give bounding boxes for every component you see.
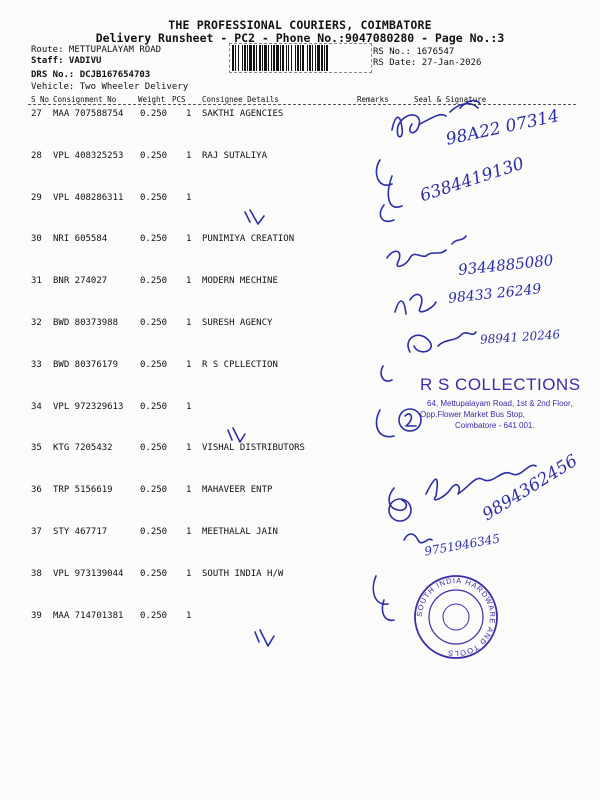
row-consignment: VPL 408286311 <box>53 193 124 203</box>
handwritten-phone-30: 9344885080 <box>457 251 555 279</box>
header-divider <box>28 104 576 105</box>
row-consignment: VPL 972329613 <box>53 402 124 412</box>
table-row <box>0 527 600 541</box>
row-sno: 31 <box>31 276 42 286</box>
rs-date: RS Date: 27-Jan-2026 <box>373 58 482 68</box>
row-weight: 0.250 <box>140 569 168 579</box>
row-consignee: MODERN MECHINE <box>202 276 278 286</box>
rs-collections-stamp-line1: 64, Mettupalayam Road, 1st & 2nd Floor, <box>427 399 573 408</box>
row-consignment: BWD 80376179 <box>53 360 119 370</box>
row-pcs: 1 <box>186 611 192 621</box>
rs-collections-stamp-line2: Opp.Flower Market Bus Stop, <box>420 410 525 419</box>
row-weight: 0.250 <box>140 151 168 161</box>
row-consignment: BNR 274027 <box>53 276 108 286</box>
table-row <box>0 569 600 583</box>
row-weight: 0.250 <box>140 443 168 453</box>
row-consignee: MEETHALAL JAIN <box>202 527 278 537</box>
row-pcs: 1 <box>186 443 192 453</box>
row-pcs: 1 <box>186 151 192 161</box>
row-weight: 0.250 <box>140 318 168 328</box>
row-pcs: 1 <box>186 402 192 412</box>
row-consignee: VISHAL DISTRIBUTORS <box>202 443 305 453</box>
row-weight: 0.250 <box>140 193 168 203</box>
row-weight: 0.250 <box>140 402 168 412</box>
row-sno: 36 <box>31 485 42 495</box>
col-consignment: Consignment No <box>53 95 117 104</box>
drs-number: DRS No.: DCJB167654703 <box>31 70 151 80</box>
row-weight: 0.250 <box>140 234 168 244</box>
row-consignment: NRI 605584 <box>53 234 108 244</box>
row-pcs: 1 <box>186 234 192 244</box>
row-weight: 0.250 <box>140 276 168 286</box>
row-sno: 28 <box>31 151 42 161</box>
handwritten-phone-36: 9894362456 <box>478 450 582 526</box>
row-consignment: BWD 80373988 <box>53 318 119 328</box>
row-weight: 0.250 <box>140 109 168 119</box>
table-row <box>0 402 600 416</box>
row-sno: 37 <box>31 527 42 537</box>
col-consignee: Consignee Details <box>202 95 279 104</box>
row-consignee: PUNIMIYA CREATION <box>202 234 295 244</box>
row-consignment: STY 467717 <box>53 527 108 537</box>
row-consignee: MAHAVEER ENTP <box>202 485 273 495</box>
row-consignment: VPL 408325253 <box>53 151 124 161</box>
col-seal: Seal & Signature <box>414 95 487 104</box>
table-row <box>0 318 600 332</box>
row-sno: 34 <box>31 402 42 412</box>
col-pcs: PCS <box>172 95 186 104</box>
table-row <box>0 109 600 123</box>
row-pcs: 1 <box>186 193 192 203</box>
handwritten-phone-28: 6384419130 <box>417 153 527 207</box>
row-consignment: MAA 707588754 <box>53 109 124 119</box>
row-consignment: KTG 7205432 <box>53 443 113 453</box>
table-row <box>0 360 600 374</box>
table-row <box>0 276 600 290</box>
company-title: THE PROFESSIONAL COURIERS, COIMBATORE <box>168 18 432 32</box>
row-weight: 0.250 <box>140 485 168 495</box>
row-sno: 30 <box>31 234 42 244</box>
col-remarks: Remarks <box>357 95 389 104</box>
table-row <box>0 443 600 457</box>
row-sno: 33 <box>31 360 42 370</box>
row-consignment: VPL 973139044 <box>53 569 124 579</box>
row-pcs: 1 <box>186 569 192 579</box>
south-india-stamp-text: SOUTH INDIA HARDWARE AND TOOLS <box>414 575 498 659</box>
handwritten-phone-27: 98A22 07314 <box>444 106 561 150</box>
rs-number: RS No.: 1676547 <box>373 47 455 57</box>
row-pcs: 1 <box>186 527 192 537</box>
handwritten-phone-32: 98941 20246 <box>479 327 561 347</box>
row-sno: 35 <box>31 443 42 453</box>
col-weight: Weight <box>138 95 166 104</box>
table-row <box>0 234 600 248</box>
table-row <box>0 193 600 207</box>
row-pcs: 1 <box>186 276 192 286</box>
row-weight: 0.250 <box>140 611 168 621</box>
row-sno: 29 <box>31 193 42 203</box>
row-pcs: 1 <box>186 485 192 495</box>
row-sno: 38 <box>31 569 42 579</box>
handwritten-phone-37: 9751946345 <box>423 531 501 559</box>
row-sno: 27 <box>31 109 42 119</box>
row-consignee: RAJ SUTALIYA <box>202 151 268 161</box>
rs-collections-stamp-line3: Coimbatore - 641 001. <box>455 421 535 430</box>
table-row <box>0 485 600 499</box>
row-pcs: 1 <box>186 109 192 119</box>
row-weight: 0.250 <box>140 527 168 537</box>
row-consignment: TRP 5156619 <box>53 485 113 495</box>
row-consignee: R S CPLLECTION <box>202 360 278 370</box>
barcode-graphic <box>232 45 369 71</box>
row-pcs: 1 <box>186 318 192 328</box>
table-row <box>0 611 600 625</box>
row-consignment: MAA 714701381 <box>53 611 124 621</box>
runsheet-title: Delivery Runsheet - PC2 - Phone No.:9047080280 - Page No.:3 <box>95 31 505 45</box>
rs-collections-stamp-name: R S COLLECTIONS <box>420 375 581 394</box>
handwritten-phone-31: 98433 26249 <box>447 281 543 307</box>
row-consignee: SURESH AGENCY <box>202 318 273 328</box>
row-sno: 39 <box>31 611 42 621</box>
row-pcs: 1 <box>186 360 192 370</box>
table-row <box>0 151 600 165</box>
row-weight: 0.250 <box>140 360 168 370</box>
row-consignee: SAKTHI AGENCIES <box>202 109 284 119</box>
route-label: Route: METTUPALAYAM ROAD <box>31 45 162 55</box>
row-consignee: SOUTH INDIA H/W <box>202 569 284 579</box>
col-sno: S No <box>31 95 50 104</box>
row-sno: 32 <box>31 318 42 328</box>
vehicle-label: Vehicle: Two Wheeler Delivery <box>31 82 189 92</box>
staff-label: Staff: VADIVU <box>31 56 102 66</box>
